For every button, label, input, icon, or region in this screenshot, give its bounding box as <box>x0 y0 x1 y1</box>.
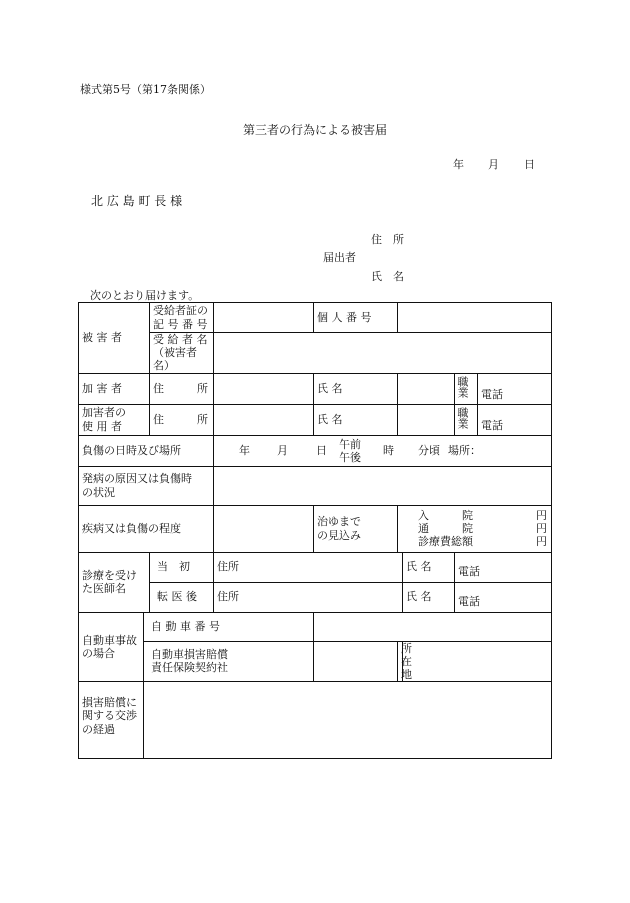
severity-label <box>79 505 214 552</box>
transfer-doctor-text: 転 医 後 <box>157 590 197 604</box>
prognosis-line1: 治ゆまで <box>317 515 361 529</box>
injury-datetime-input[interactable] <box>214 435 552 466</box>
initial-doctor-label <box>150 552 214 582</box>
transfer-doctor-label <box>150 582 214 612</box>
offender-label-text: 加 害 者 <box>82 381 122 395</box>
car-number-text: 自 動 車 番 号 <box>151 619 220 633</box>
outpatient-yen: 円 <box>536 522 548 536</box>
date-year-label: 年 <box>453 158 464 171</box>
personal-number-input[interactable] <box>398 303 552 333</box>
victim-label-cell <box>79 303 150 374</box>
severity-input[interactable] <box>214 505 314 552</box>
user-label-line1: 加害者の <box>82 406 126 420</box>
offender-name-text: 氏 名 <box>317 381 343 395</box>
insurer-location-text: 所 在 地 <box>401 641 412 681</box>
initial-doctor-phone-label: 電話 <box>458 565 480 579</box>
car-accident-label <box>79 612 144 682</box>
victim-label: 被 害 者 <box>82 331 122 345</box>
injury-day-label: 日 <box>316 443 327 457</box>
car-number-label <box>144 612 314 641</box>
intro-text: 次のとおり届けます。 <box>90 289 200 302</box>
insurer-line1: 自動車損害賠償 <box>151 648 228 662</box>
user-occupation-label <box>455 404 478 435</box>
doctor-line2: た医師名 <box>82 582 126 596</box>
insurer-name-input[interactable] <box>314 641 398 682</box>
initial-doctor-name-label <box>403 552 455 582</box>
filer-name-label: 氏 名 <box>371 270 404 283</box>
injury-datetime-label <box>79 435 214 466</box>
insurer-location-input[interactable] <box>403 641 552 682</box>
date-month-label: 月 <box>488 158 499 171</box>
total-fee-label: 診療費総額 <box>418 535 473 549</box>
personal-number-text: 個 人 番 号 <box>317 310 372 324</box>
offender-label <box>79 373 150 404</box>
prognosis-input[interactable] <box>398 505 552 552</box>
injury-hour-label: 時 <box>383 443 394 457</box>
cause-label <box>79 466 214 505</box>
insurance-symbol-line2: 記 号 番 号 <box>153 317 208 331</box>
negotiation-input[interactable] <box>144 682 552 759</box>
transfer-doctor-phone-input[interactable] <box>455 582 552 612</box>
initial-doctor-address-input[interactable] <box>214 552 403 582</box>
negotiation-line1: 損害賠償に <box>82 696 137 710</box>
form-number: 様式第5号（第17条関係） <box>80 83 211 96</box>
user-address-text: 住 所 <box>153 412 208 426</box>
transfer-doctor-name-text: 氏 名 <box>406 590 432 604</box>
car-accident-line2: の場合 <box>82 646 115 660</box>
initial-doctor-text: 当 初 <box>157 560 190 574</box>
total-fee-row <box>418 535 547 548</box>
user-label <box>79 404 150 435</box>
initial-doctor-phone-input[interactable] <box>455 552 552 582</box>
insurance-symbol-input[interactable] <box>214 303 314 333</box>
transfer-doctor-phone-label: 電話 <box>458 595 480 609</box>
transfer-doctor-address-label: 住所 <box>217 590 239 604</box>
insurance-symbol-label <box>150 303 214 333</box>
offender-name-label <box>314 373 398 404</box>
cause-input[interactable] <box>214 466 552 505</box>
offender-address-text: 住 所 <box>153 381 208 395</box>
user-occupation-text: 職業 <box>456 406 469 429</box>
injury-place-label: 場所： <box>448 443 481 457</box>
addressee: 北 広 島 町 長 様 <box>91 194 183 208</box>
am-pm-selector[interactable] <box>339 438 361 464</box>
user-address-input[interactable] <box>214 404 314 435</box>
beneficiary-label <box>150 333 214 374</box>
negotiation-line2: 関する交渉 <box>82 709 137 723</box>
prognosis-label <box>314 505 398 552</box>
user-phone-input[interactable] <box>478 404 552 435</box>
transfer-doctor-name-label <box>403 582 455 612</box>
beneficiary-line1: 受 給 者 名 <box>153 333 208 346</box>
injury-month-label: 月 <box>277 443 288 457</box>
outpatient-label: 通 院 <box>418 522 473 536</box>
inpatient-label: 入 院 <box>418 509 473 523</box>
total-fee-yen: 円 <box>536 535 548 549</box>
pm-label: 午後 <box>339 450 361 464</box>
beneficiary-input[interactable] <box>214 333 552 374</box>
offender-phone-label: 電話 <box>481 388 503 402</box>
severity-text: 疾病又は負傷の程度 <box>82 521 181 535</box>
insurer-location-label <box>398 641 412 682</box>
page-title: 第三者の行為による被害届 <box>243 123 388 137</box>
injury-year-label: 年 <box>239 443 250 457</box>
negotiation-line3: の経過 <box>82 722 115 736</box>
insurance-symbol-line1: 受給者証の <box>153 304 208 318</box>
transfer-doctor-address-input[interactable] <box>214 582 403 612</box>
cause-line1: 発病の原因又は負傷時 <box>82 472 192 486</box>
offender-address-label <box>150 373 214 404</box>
damage-report-form <box>78 302 552 759</box>
initial-doctor-name-text: 氏 名 <box>406 560 432 574</box>
injury-minute-label: 分頃 <box>418 443 440 457</box>
insurer-label <box>144 641 314 682</box>
doctor-line1: 診療を受け <box>82 568 137 582</box>
negotiation-label <box>79 682 144 759</box>
prognosis-line2: の見込み <box>317 528 361 542</box>
car-accident-line1: 自動車事故 <box>82 633 137 647</box>
offender-phone-input[interactable] <box>478 373 552 404</box>
inpatient-row <box>418 509 547 522</box>
date-day-label: 日 <box>524 158 535 171</box>
user-label-line2: 使 用 者 <box>82 419 122 433</box>
offender-occupation-text: 職業 <box>456 375 469 398</box>
filer-address-label: 住 所 <box>371 233 404 246</box>
car-number-input[interactable] <box>314 612 552 641</box>
user-name-text: 氏 名 <box>317 412 343 426</box>
inpatient-yen: 円 <box>536 509 548 523</box>
doctor-label <box>79 552 150 612</box>
offender-address-input[interactable] <box>214 373 314 404</box>
am-label: 午前 <box>339 437 361 451</box>
personal-number-label <box>314 303 398 333</box>
injury-datetime-text: 負傷の日時及び場所 <box>82 443 181 457</box>
user-name-input[interactable] <box>398 404 455 435</box>
offender-name-input[interactable] <box>398 373 455 404</box>
user-phone-label: 電話 <box>481 419 503 433</box>
beneficiary-line2: （被害者名） <box>153 346 197 373</box>
cause-line2: の状況 <box>82 485 115 499</box>
insurer-line2: 責任保険契約社 <box>151 661 228 675</box>
offender-occupation-label <box>455 373 478 404</box>
outpatient-row <box>418 522 547 535</box>
initial-doctor-address-label: 住所 <box>217 560 239 574</box>
user-name-label <box>314 404 398 435</box>
filer-label: 届出者 <box>323 251 356 264</box>
user-address-label <box>150 404 214 435</box>
